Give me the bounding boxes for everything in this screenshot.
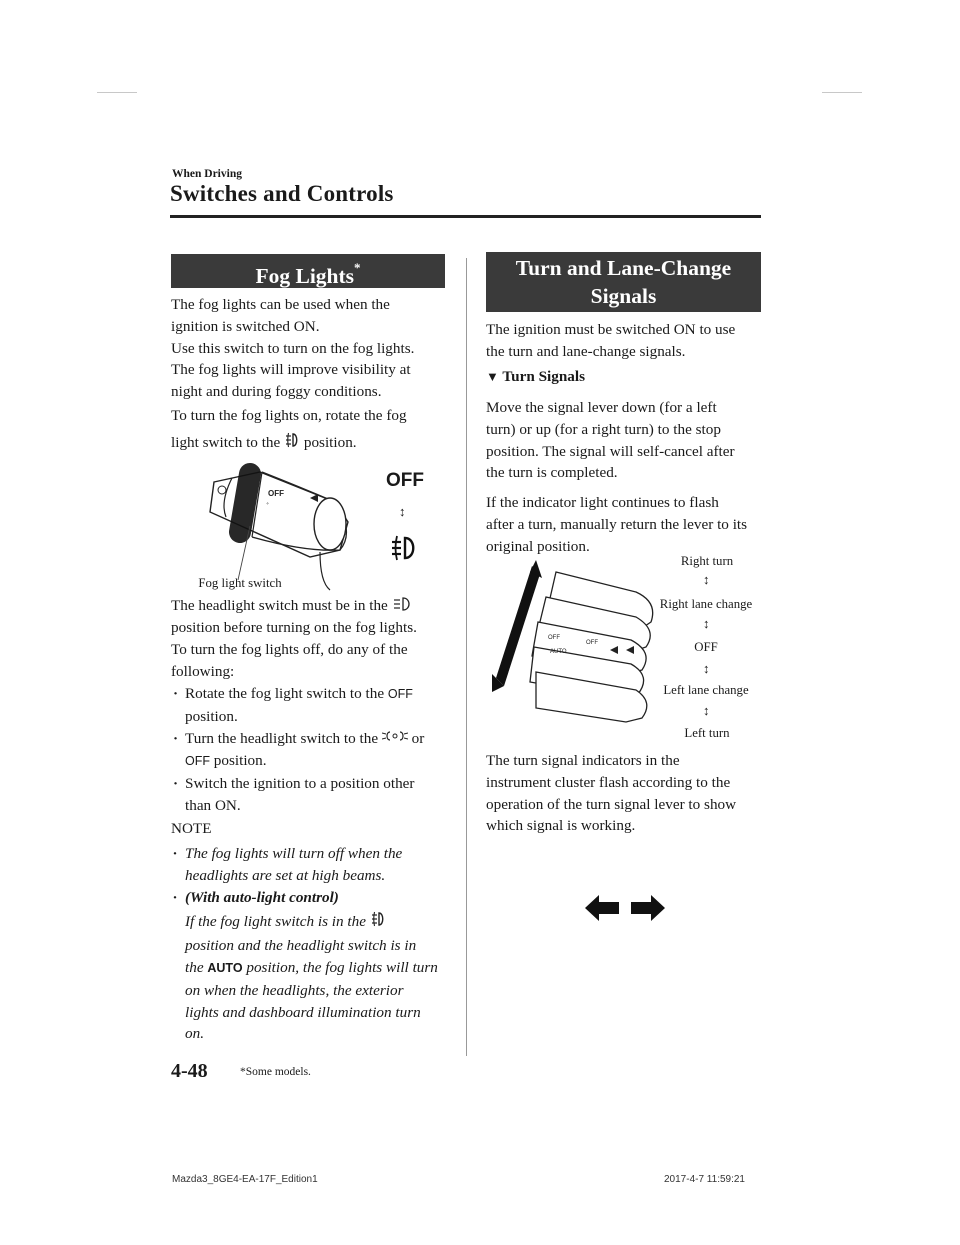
text-line: after a turn, manually return the lever to its	[486, 515, 748, 533]
text-line: turn) or up (for a right turn) to the stop	[486, 420, 721, 438]
text-line: on.	[185, 1025, 204, 1043]
turn-signals-heading	[486, 252, 761, 312]
text-line: the turn is completed.	[486, 464, 618, 482]
text-line: night and during foggy conditions.	[171, 383, 382, 401]
text-fragment: Rotate the fog light switch to the	[185, 685, 385, 702]
text-line: operation of the turn signal lever to show	[486, 795, 737, 813]
text-fragment: position.	[303, 433, 357, 451]
crop-mark-left	[97, 92, 137, 93]
fog-switch-figure	[190, 462, 450, 592]
text-line: original position.	[486, 537, 590, 555]
text-line: ignition is switched ON.	[171, 317, 320, 335]
note-body	[171, 843, 461, 1045]
label-left-lane-change: Left lane change	[663, 683, 749, 697]
label-left-turn: Left turn	[684, 726, 730, 740]
some-models-marker: *	[354, 260, 361, 275]
header-rule	[170, 215, 761, 218]
auto-label: AUTO	[207, 960, 243, 975]
turn-intro	[486, 319, 776, 363]
text-line: following:	[171, 663, 235, 680]
text-line: position. The signal will self-cancel after	[486, 442, 735, 460]
svg-text:ﾞ: ﾞ	[266, 502, 271, 512]
headlight-requirement	[171, 595, 461, 683]
svg-text:OFF: OFF	[548, 635, 560, 641]
position-arrow: ↕	[703, 572, 710, 587]
text-fragment: Switch the ignition to a position other	[185, 774, 415, 792]
text-fragment: If the fog light switch is in the	[185, 913, 366, 931]
text-line: position before turning on the fog lights.	[171, 619, 417, 637]
text-line: The fog lights will improve visibility at	[171, 361, 411, 379]
crop-mark-right	[822, 92, 862, 93]
fog-lights-heading	[171, 254, 445, 288]
label-off: OFF	[694, 640, 718, 654]
position-arrow: ↕	[703, 661, 710, 676]
text-line: The fog lights can be used when the	[171, 296, 390, 313]
off-position-label: OFF	[386, 470, 424, 491]
text-fragment: position.	[185, 707, 238, 725]
text-fragment: light switch to the	[171, 433, 281, 451]
text-line: Move the signal lever down (for a left	[486, 399, 717, 416]
text-line: To turn the fog lights off, do any of the	[171, 641, 408, 659]
text-line: To turn the fog lights on, rotate the fog	[171, 407, 407, 424]
text-fragment: Turn the headlight switch to the	[185, 729, 379, 747]
fog-off-bullets	[171, 683, 461, 816]
fog-position-icon	[389, 534, 419, 567]
fog-rotate-instruction	[171, 405, 461, 456]
bullet-item	[171, 773, 461, 817]
text-line: The turn signal indicators in the	[486, 752, 680, 769]
some-models-footnote: *Some models.	[240, 1066, 311, 1078]
text-fragment: The headlight switch must be in the	[171, 597, 388, 614]
svg-text:OFF: OFF	[268, 489, 284, 498]
text-line: Use this switch to turn on the fog lights.	[171, 339, 415, 357]
left-arrow-icon	[585, 895, 619, 921]
note-label: NOTE	[171, 820, 212, 837]
turn-title-line2: Signals	[590, 284, 657, 308]
turn-body-3	[486, 750, 776, 837]
turn-title-line1: Turn and Lane-Change	[515, 256, 732, 280]
text-line: If the indicator light continues to flash	[486, 494, 719, 511]
document-id: Mazda3_8GE4-EA-17F_Edition1	[172, 1174, 318, 1185]
fog-switch-caption: Fog light switch	[198, 576, 282, 590]
position-arrow: ↕	[399, 504, 406, 519]
text-line: The ignition must be switched ON to use	[486, 321, 736, 338]
label-right-turn: Right turn	[680, 554, 734, 568]
text-fragment: the	[185, 958, 204, 976]
text-fragment: than ON.	[185, 796, 241, 814]
text-line: the turn and lane-change signals.	[486, 342, 686, 360]
note-item	[171, 887, 461, 1046]
note-subhead: (With auto-light control)	[185, 888, 339, 906]
column-divider	[466, 258, 467, 1056]
position-arrow: ↕	[703, 616, 710, 631]
text-line: which signal is working.	[486, 817, 636, 835]
triangle-marker-icon: ▼	[486, 369, 499, 384]
position-arrow: ↕	[703, 703, 710, 718]
text-fragment: or	[411, 729, 425, 747]
note-item	[171, 843, 461, 887]
section-label: When Driving	[172, 168, 242, 180]
text-line: on when the headlights, the exterior	[185, 981, 404, 999]
bullet-item	[171, 728, 461, 773]
right-arrow-icon	[631, 895, 665, 921]
text-fragment: The fog lights will turn off when the	[185, 845, 403, 862]
text-fragment: position.	[213, 752, 267, 769]
subhead-label: Turn Signals	[502, 368, 586, 385]
turn-body-1	[486, 397, 776, 484]
text-fragment: position, the fog lights will turn	[246, 958, 438, 976]
text-line: instrument cluster flash according to the	[486, 773, 731, 791]
parking-light-icon	[382, 728, 408, 750]
fog-lights-title: Fog Lights	[255, 264, 355, 289]
turn-lever-figure	[486, 552, 761, 742]
turn-indicator-icons	[585, 893, 665, 928]
fog-light-icon	[370, 910, 386, 935]
turn-body-2	[486, 492, 776, 557]
page-number: 4-48	[171, 1060, 208, 1082]
off-label: OFF	[185, 754, 210, 768]
turn-signals-subhead	[486, 368, 585, 386]
fog-intro	[171, 294, 461, 403]
text-line: position and the headlight switch is in	[185, 937, 417, 955]
fog-light-icon	[284, 431, 300, 456]
text-line: lights and dashboard illumination turn	[185, 1003, 421, 1021]
off-label: OFF	[387, 687, 413, 701]
label-right-lane-change: Right lane change	[659, 597, 753, 611]
bullet-item	[171, 683, 461, 728]
headlight-on-icon	[392, 596, 412, 618]
turn-lever-illustration	[486, 552, 666, 742]
print-timestamp: 2017-4-7 11:59:21	[664, 1174, 745, 1185]
text-fragment: headlights are set at high beams.	[185, 866, 386, 884]
svg-text:AUTO: AUTO	[550, 649, 567, 655]
chapter-title: Switches and Controls	[170, 181, 394, 206]
svg-text:OFF: OFF	[586, 640, 598, 646]
